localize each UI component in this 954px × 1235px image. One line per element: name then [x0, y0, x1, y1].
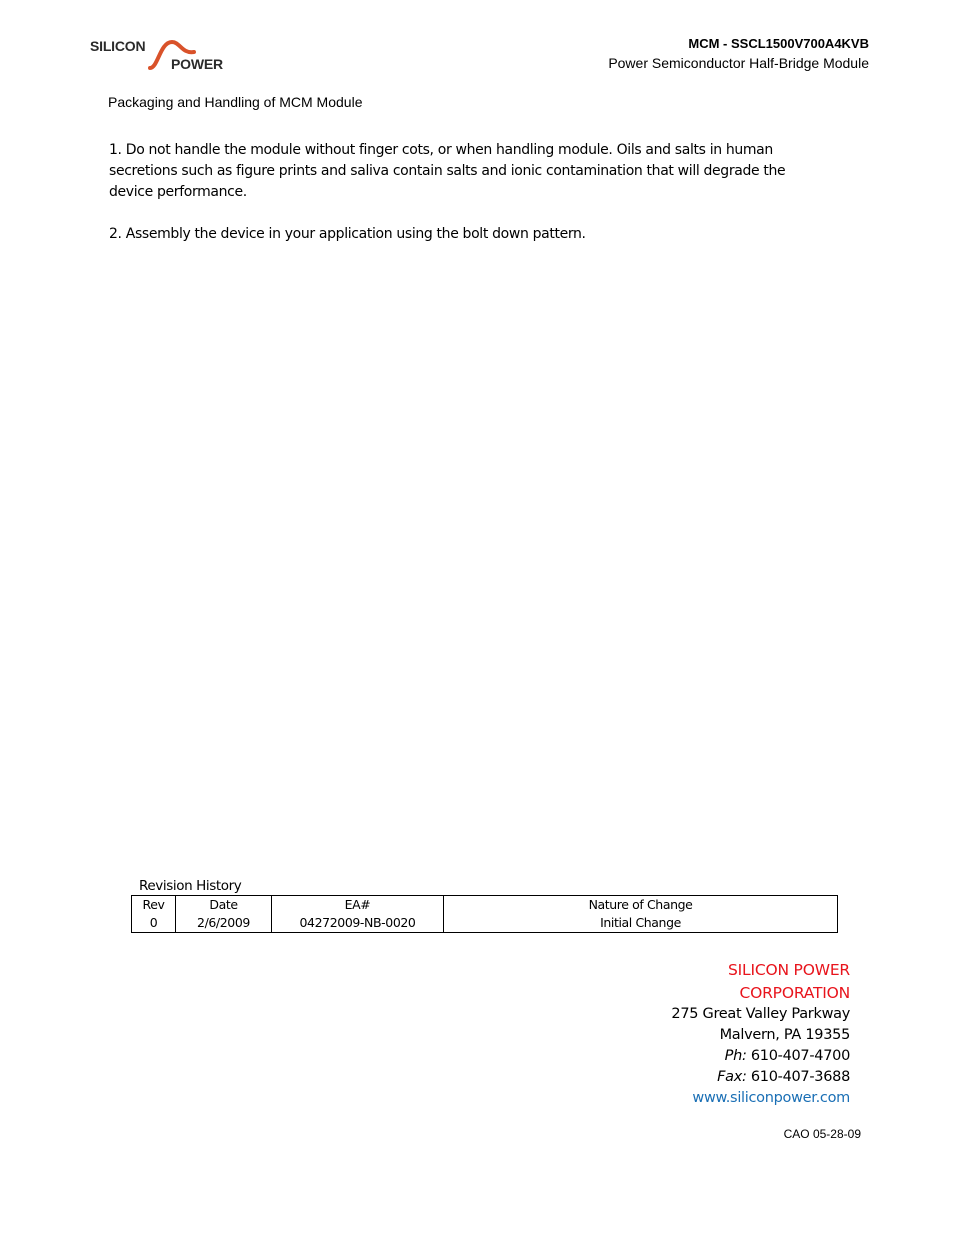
- header-ea: EA#: [344, 897, 371, 912]
- document-subtitle: Power Semiconductor Half-Bridge Module: [608, 55, 869, 71]
- section-title: Packaging and Handling of MCM Module: [108, 94, 363, 110]
- header-date: Date: [209, 897, 238, 912]
- phone-line: [671, 1046, 850, 1067]
- document-title: MCM - SSCL1500V700A4KVB: [688, 36, 869, 51]
- cell-nature-of-change: Initial Change: [600, 915, 681, 930]
- fax-label: Fax:: [717, 1069, 747, 1085]
- table-header-cell: [176, 896, 272, 933]
- silicon-power-logo: [86, 34, 246, 78]
- phone-label: Ph:: [724, 1048, 747, 1064]
- table-row: [132, 896, 838, 933]
- website-link[interactable]: www.siliconpower.com: [692, 1090, 850, 1106]
- cell-rev: 0: [149, 915, 158, 930]
- phone-number: 610-407-4700: [750, 1048, 850, 1064]
- header-nature-of-change: Nature of Change: [588, 897, 693, 912]
- fax-number: 610-407-3688: [750, 1069, 850, 1085]
- footer-code: CAO 05-28-09: [783, 1127, 861, 1141]
- table-header-cell: [132, 896, 176, 933]
- paragraph-handling: 1. Do not handle the module without finger cots, or when handling module. Oils and salts in human secretions such as figure prints and saliva contain salts and ionic contamination that will degrade the device performance.: [109, 142, 786, 200]
- revision-history-table: [131, 895, 838, 933]
- paragraph-assembly: 2. Assembly the device in your application using the bolt down pattern.: [109, 226, 586, 242]
- cell-ea: 04272009-NB-0020: [299, 915, 416, 930]
- address-line1: 275 Great Valley Parkway: [671, 1006, 850, 1022]
- logo-text-silicon: SILICON: [90, 38, 146, 54]
- address-line2: Malvern, PA 19355: [719, 1027, 850, 1043]
- cell-date: 2/6/2009: [197, 915, 250, 930]
- header-rev: Rev: [142, 897, 165, 912]
- company-name: SILICON POWER CORPORATION: [728, 961, 850, 1002]
- logo-text-power: POWER: [171, 56, 223, 72]
- contact-block: [671, 1004, 850, 1109]
- fax-line: [671, 1067, 850, 1088]
- table-header-cell: [272, 896, 444, 933]
- revision-history-label: Revision History: [139, 878, 242, 894]
- table-header-cell: [444, 896, 838, 933]
